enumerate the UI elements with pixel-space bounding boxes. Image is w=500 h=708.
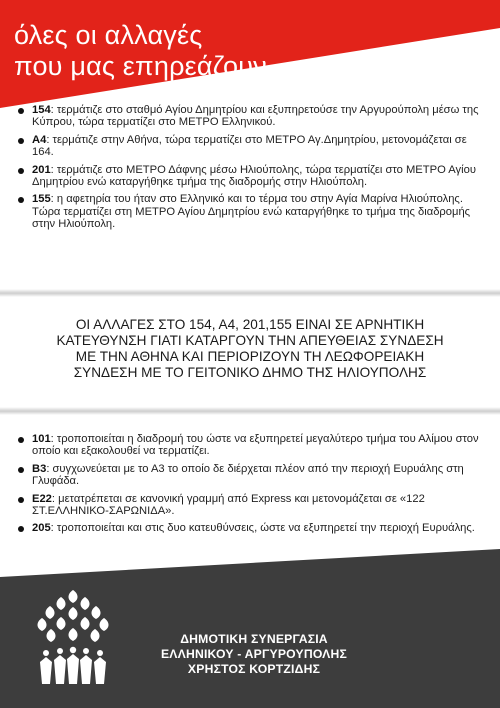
- route-description: : τερμάτιζε στην Αθήνα, τώρα τερματίζει στο ΜΕΤΡΟ Αγ.Δημητρίου, μετονομάζεται σε 164.: [32, 133, 467, 159]
- notice-text: [16, 317, 484, 381]
- route-code: Β3: [32, 462, 47, 475]
- list-item: [18, 493, 486, 518]
- bullet-icon: [18, 467, 24, 473]
- changes-list-1: [18, 104, 486, 236]
- changes-list-2: [18, 433, 486, 540]
- notice-line: ΣΥΝΔΕΣΗ ΜΕ ΤΟ ΓΕΙΤΟΝΙΚΟ ΔΗΜΟ ΤΗΣ ΗΛΙΟΥΠΟΛΗΣ: [73, 365, 427, 380]
- footer-line-3: ΧΡΗΣΤΟΣ ΚΟΡΤΖΙΔΗΣ: [187, 662, 321, 676]
- tree-people-logo-icon: [36, 588, 110, 688]
- footer-line-2: ΕΛΛΗΝΙΚΟΥ - ΑΡΓΥΡΟΥΠΟΛΗΣ: [160, 647, 348, 661]
- route-code: 201: [32, 163, 51, 176]
- bullet-icon: [18, 168, 24, 174]
- route-description: : μετατρέπεται σε κανονική γραμμή από Express και μετονομάζεται σε «122 ΣΤ.ΕΛΛΗΝΙΚΟ-ΣΑΡΩΝΙΔΑ».: [32, 492, 425, 518]
- divider-band: [0, 289, 500, 297]
- list-item: [18, 522, 486, 534]
- list-item: [18, 134, 486, 159]
- list-item: [18, 433, 486, 458]
- notice-line: ΜΕ ΤΗΝ ΑΘΗΝΑ ΚΑΙ ΠΕΡΙΟΡΙΖΟΥΝ ΤΗ ΛΕΩΦΟΡΕΙΑΚΗ: [75, 349, 425, 364]
- route-description: : τροποποιείται η διαδρομή του ώστε να εξυπηρετεί μεγαλύτερο τμήμα του Αλίμου στον οποίο και εξακολουθεί να τερματίζει.: [32, 433, 479, 458]
- route-code: 154: [32, 104, 51, 116]
- page-title: [14, 20, 394, 82]
- footer-line-1: ΔΗΜΟΤΙΚΗ ΣΥΝΕΡΓΑΣΙΑ: [180, 632, 328, 646]
- list-item: [18, 193, 486, 230]
- route-description: : τροποποιείται και στις δυο κατευθύνσεις, ώστε να εξυπηρετεί την περιοχή Ευρυάλης.: [50, 522, 475, 535]
- title-line-1: όλες οι αλλαγές: [14, 20, 203, 50]
- bullet-icon: [18, 108, 24, 114]
- divider-band: [0, 407, 500, 415]
- bullet-icon: [18, 437, 24, 443]
- bullet-icon: [18, 138, 24, 144]
- route-code: 155: [32, 193, 51, 206]
- route-code: Ε22: [32, 492, 52, 505]
- notice-line: ΚΑΤΕΥΘΥΝΣΗ ΓΙΑΤΙ ΚΑΤΑΡΓΟΥΝ ΤΗΝ ΑΠΕΥΘΕΙΑΣ ΣΥΝΔΕΣΗ: [56, 333, 444, 348]
- route-description: : συγχωνεύεται με το Α3 το οποίο δε διέρχεται πλέον από την περιοχή Ευρυάλης στη Γλυφάδα.: [32, 462, 464, 488]
- list-item: [18, 104, 486, 129]
- footer-text: [104, 632, 404, 677]
- bullet-icon: [18, 526, 24, 532]
- title-line-2: που μας επηρεάζουν: [14, 51, 267, 81]
- route-code: 101: [32, 433, 51, 445]
- list-item: [18, 164, 486, 189]
- route-code: Α4: [32, 133, 47, 146]
- route-code: 205: [32, 522, 51, 535]
- route-description: : η αφετηρία του ήταν στο Ελληνικό και το τέρμα του στην Αγία Μαρίνα Ηλιούπολης. Τώρα τερματίζει στη ΜΕΤΡΟ Αγίου Δημητρίου ενώ καταργήθηκε το τμήμα της διαδρομής στην Ηλιούπολη.: [32, 193, 471, 231]
- notice-line: ΟΙ ΑΛΛΑΓΕΣ ΣΤΟ 154, Α4, 201,155 ΕΙΝΑΙ ΣΕ ΑΡΝΗΤΙΚΗ: [75, 317, 425, 332]
- route-description: : τερμάτιζε στο ΜΕΤΡΟ Δάφνης μέσω Ηλιούπολης, τώρα τερματίζει στο ΜΕΤΡΟ Αγίου Δημητρίου ενώ καταργήθηκε τμήμα της διαδρομής στην Ηλιούπολη.: [32, 163, 476, 189]
- bullet-icon: [18, 497, 24, 503]
- list-item: [18, 463, 486, 488]
- bullet-icon: [18, 197, 24, 203]
- route-description: : τερμάτιζε στο σταθμό Αγίου Δημητρίου και εξυπηρετούσε την Αργυρούπολη μέσω της Κύπρου, τώρα τερματίζει στο ΜΕΤΡΟ Ελληνικού.: [32, 104, 479, 129]
